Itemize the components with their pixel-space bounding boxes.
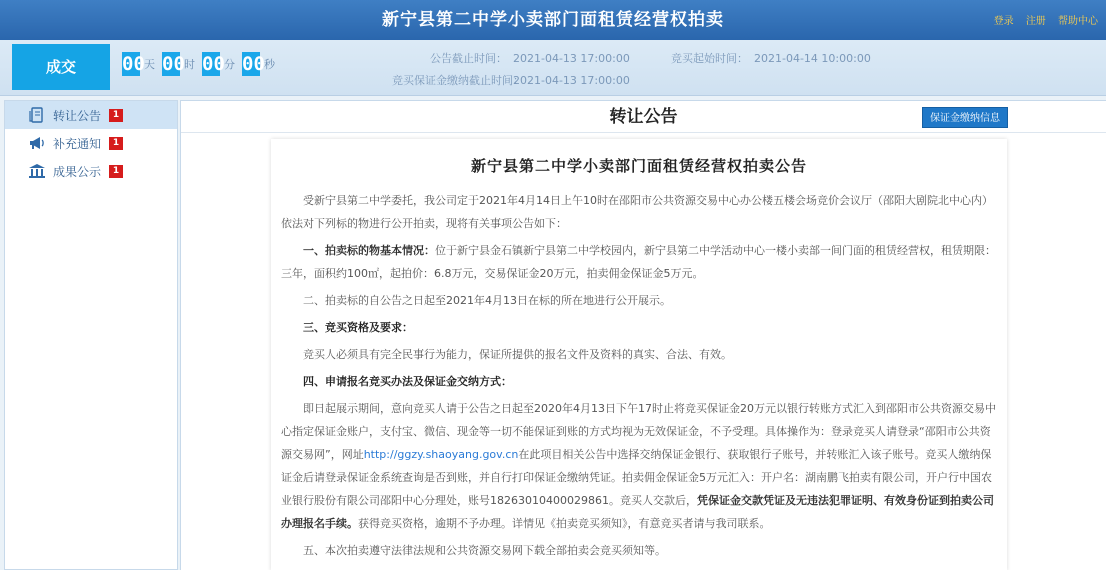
paragraph-rules: 五、本次拍卖遵守法律法规和公共资源交易网下载全部拍卖会竞买须知等。 [303, 544, 666, 557]
heading-registration: 四、申请报名竞买办法及保证金交纳方式： [303, 375, 512, 388]
website-link[interactable]: http://ggzy.shaoyang.gov.cn [363, 448, 519, 461]
registration-bold-text: 凭保证金交款凭证及无违法犯罪证明、有效身份证到拍卖公司办理报名手续。 [281, 494, 994, 530]
sidebar-item-label: 成果公示 [53, 164, 102, 179]
auction-start-row [670, 48, 871, 70]
minutes-unit: 分 [224, 58, 235, 71]
heading-item-info: 一、拍卖标的物基本情况： [303, 244, 435, 257]
main-header [181, 101, 1106, 133]
heading-qualification: 三、竞买资格及要求： [303, 321, 413, 334]
megaphone-icon [27, 135, 47, 151]
notice-end-row [392, 48, 630, 70]
section-title: 转让公告 [609, 107, 678, 127]
days-value: 00 [122, 53, 145, 75]
notice-end-label: 公告截止时间： [430, 52, 507, 65]
hours-unit: 时 [184, 58, 195, 71]
deadline-times [392, 48, 630, 92]
help-center-link[interactable]: 帮助中心 [1058, 16, 1098, 27]
paragraph-display: 二、拍卖标的自公告之日起至2021年4月13日在标的所在地进行公开展示。 [303, 294, 671, 307]
deal-status-badge: 成交 [12, 44, 110, 90]
sidebar-item-supplement-notice[interactable] [5, 129, 177, 157]
deposit-end-label: 竞买保证金缴纳截止时间： [392, 74, 524, 87]
deposit-end-row [392, 70, 630, 92]
sidebar-item-label: 转让公告 [53, 108, 102, 123]
main-panel [180, 100, 1106, 570]
top-links [985, 12, 1098, 27]
count-badge: 1 [109, 165, 123, 178]
notice-end-value: 2021-04-13 17:00:00 [513, 52, 630, 65]
register-link[interactable]: 注册 [1025, 16, 1046, 27]
top-banner [0, 0, 1106, 40]
seconds-value: 00 [242, 53, 265, 75]
item-info-text: 位于新宁县金石镇新宁县第二中学校园内，新宁县第二中学活动中心一楼小卖部一间门面的租赁经营权，租赁期限：三年，面积约100㎡，起拍价：6.8万元，交易保证金20万元，拍卖佣金保证金5万元。 [281, 244, 996, 280]
minutes-value: 00 [202, 53, 225, 75]
sidebar [4, 100, 178, 570]
count-badge: 1 [109, 137, 123, 150]
registration-text-a: 即日起展示期间，意向竞买人请于公告之日起至2020年4月13日下午17时止将竞买保证金20万元以银行转账方式汇入到邵阳市公共资源交易中心指定保证金账户，支付宝、微信、现金等一切不能保证到账的方式均视为无效保证金，不予受理。具体操作为：登录竞买人请登录“邵阳市公共资源交易网”，网址 [281, 402, 996, 461]
paragraph-item-info [281, 239, 997, 285]
sidebar-item-result-publicity[interactable] [5, 157, 177, 185]
registration-text-b: 在此项目相关公告中选择交纳保证金银行、获取银行子账号，并转账汇入该子账号。竞买人缴纳保证金后请登录保证金系统查询是否到账，并自行打印保证金缴纳凭证。拍卖佣金保证金5万元汇入：开户名：湖南鹏飞拍卖有限公司，开户行中国农业银行股份有限公司邵阳中心分理处，账号18263010400029861。竞买人交款后， [281, 448, 992, 507]
deposit-end-value: 2021-04-13 17:00:00 [513, 74, 630, 87]
hours-value: 00 [162, 53, 185, 75]
days-digits [122, 52, 145, 76]
days-unit: 天 [144, 58, 155, 71]
registration-text-c: 获得竞买资格，逾期不予办理。详情见《拍卖竞买须知》，有意竞买者请与我司联系。 [358, 517, 771, 530]
page-title: 新宁县第二中学小卖部门面租赁经营权拍卖 [382, 10, 724, 30]
auction-start-time [670, 48, 871, 70]
auction-start-label: 竞买起始时间： [671, 52, 748, 65]
status-bar [0, 40, 1106, 96]
login-link[interactable]: 登录 [993, 16, 1014, 27]
deposit-info-button[interactable]: 保证金缴纳信息 [922, 107, 1008, 128]
countdown-timer [122, 51, 282, 77]
auction-start-value: 2021-04-14 10:00:00 [754, 52, 871, 65]
paragraph-qualification: 竞买人必须具有完全民事行为能力，保证所提供的报名文件及资料的真实、合法、有效。 [303, 348, 732, 361]
announcement-document [271, 139, 1007, 570]
document-title: 新宁县第二中学小卖部门面租赁经营权拍卖公告 [470, 157, 807, 175]
paragraph-registration [281, 397, 997, 535]
sidebar-item-label: 补充通知 [53, 136, 102, 151]
document-icon [27, 107, 47, 123]
building-icon [27, 163, 47, 179]
seconds-unit: 秒 [264, 58, 275, 71]
count-badge: 1 [109, 109, 123, 122]
sidebar-item-transfer-notice[interactable] [5, 101, 177, 129]
paragraph-intro: 受新宁县第二中学委托，我公司定于2021年4月14日上午10时在邵阳市公共资源交易中心办公楼五楼会场竞价会议厅（邵阳大剧院北中心内）依法对下列标的物进行公开拍卖，现将有关事项公告如下： [281, 194, 993, 230]
